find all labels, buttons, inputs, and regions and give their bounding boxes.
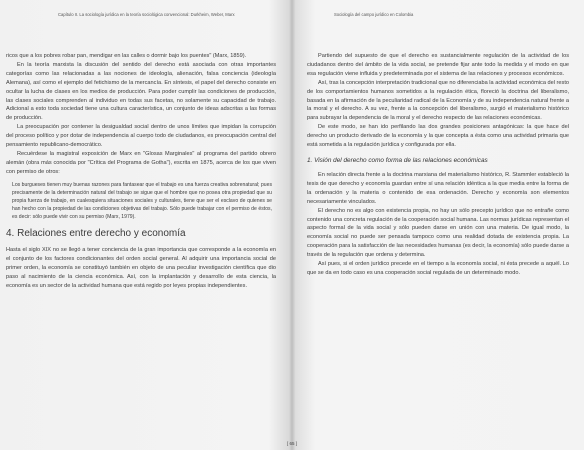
subsection-paragraph: El derecho no es algo con existencia propia, no hay un sólo precepto jurídico que no entrañe como contenido una concreta regulación de la cooperación social humana. Las normas jurídicas representan el aspecto formal de la vida social y sólo pueden darse en unión con una materia. De igual modo, la economía social no puede ser pensada tampoco como una realidad dotada de existencia propia. La cooperación para la satisfacción de las necesidades humanas (es decir, la economía) sólo puede darse a través de la regulación que ordena y determina. xyxy=(307,207,569,259)
block-quote: Los burgueses tienen muy buenas razones para fantasear que el trabajo es una fuerza creativa sobrenatural; pues precisamente de la determinación natural del trabajo se sigue que el hombre que no posea otra propiedad que su propia fuerza de trabajo, en cualesquiera situaciones sociales y culturales, tiene que ser el esclavo de quienes se han hecho con la propiedad de las condiciones objetivas del trabajo. Sólo puede trabajar con el permiso de éstos, es decir: sólo puede vivir con su permiso (Marx, 1979). xyxy=(12,181,272,221)
left-paragraph: Recuérdese la magistral exposición de Marx en "Glosas Marginales" al programa del partido obrero alemán (obra más conocida por "Crítica del Programa de Gotha"), escrita en 1875, acerca de los que viven con permiso de otros: xyxy=(6,150,276,175)
subsection-heading: 1. Visión del derecho como forma de las relaciones económicas xyxy=(307,156,488,164)
section-heading: 4. Relaciones entre derecho y economía xyxy=(6,228,186,240)
right-running-head: Sociología del campo jurídico en Colombia xyxy=(334,12,414,17)
left-paragraph: ricos que a los pobres robar pan, mendigar en las calles o dormir bajo los puentes" (Marx, 1859). xyxy=(6,53,247,59)
page-number: [ 65 ] xyxy=(287,441,298,446)
subsection-paragraph: Así pues, si el orden jurídico precede en el tiempo a la economía social, ni ésta precede a aquél. Lo que se da en todo caso es una cooperación social regulada de un determinado modo. xyxy=(307,261,569,276)
section-paragraph: Hasta el siglo XIX no se llegó a tener conciencia de la gran importancia que corresponde a la economía en el conjunto de los factores condicionantes del orden social general. Al adquirir una importancia social de primer orden, la economía se constituyó también en objeto de una peculiar investigación científica que dio paso al nacimiento de la ciencia económica. Así, con la implantación y desarrollo de esta ciencia, la economía es un sector de la actividad humana que está regido por leyes propias independientes. xyxy=(6,247,276,289)
left-paragraph: En la teoría marxista la discusión del sentido del derecho está asociada con otras importantes categorías como las relacionadas a las nociones de ideología, alienación, falsa conciencia (ideología Alemana), así como el ejemplo del fetichismo de la mercancía. En síntesis, el papel del derecho consiste en ocultar la lucha de clases en los medios de producción. Para poder cumplir las condiciones de producción, las clases sociales comprenden al individuo en todas sus facetas, no solamente su capacidad de trabajo. Adicional a esto toda sociedad tiene una cultura característica, un conjunto de ideas adscritas a las formas de producción. xyxy=(6,61,276,122)
left-paragraph: La preocupación por contener la desigualdad social dentro de unos límites que impidan la corrupción del proceso político y por dotar de independencia al cuerpo todo de ciudadanos, es preocupación central del pensamiento republicano-democrático. xyxy=(6,124,276,149)
right-text-block xyxy=(307,52,569,278)
left-text-block xyxy=(6,52,276,291)
left-running-head: Capítulo II. La sociología jurídica en la teoría sociológica convencional: Durkheim, Weber, Marx xyxy=(58,12,235,17)
right-paragraph: De este modo, se han ido perfilando las dos grandes posiciones antagónicas: la que hace del derecho un producto derivado de la economía y la que concepta a ésta como una actividad primaria que está sometida a la regulación jurídica y configurada por ella. xyxy=(307,124,569,149)
right-paragraph: Así, tras la concepción interpretación tradicional que no diferenciaba la actividad económica del resto de los comportamientos humanos sometidos a la regulación ética, floreció la doctrina del liberalismo, basada en la afirmación de la peculiaridad radical de la Economía y de su independencia natural frente a la moral y el derecho. A su vez, frente a la concepción del liberalismo, surgió el materialismo histórico para subrayar la dependencia de la moral y el derecho respecto de las relaciones económicas. xyxy=(307,79,569,122)
subsection-paragraph: En relación directa frente a la doctrina marxiana del materialismo histórico, R. Stammler estableció la tesis de que derecho y economía guardan entre sí una relación idéntica a la que media entre la forma de la ordenación y la materia o contenido de esa ordenación. Derecho y economía son elementos necesariamente vinculados. xyxy=(307,171,569,205)
right-paragraph: Partiendo del supuesto de que el derecho es sustancialmente regulación de la actividad de los ciudadanos dentro del ámbito de la vida social, se pretende fijar ante todo la medida y el modo en que esa regulación viene influida y predeterminada por el sistema de las relaciones y procesos económicos. xyxy=(307,53,569,77)
right-page xyxy=(287,0,584,450)
